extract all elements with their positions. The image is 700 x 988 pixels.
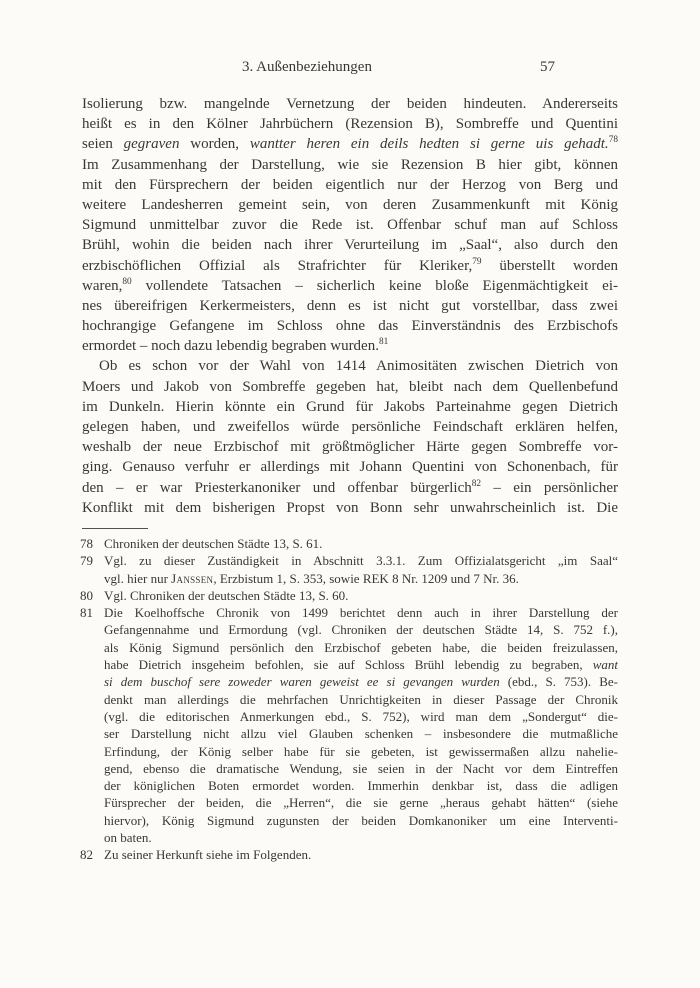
footnote-number: 81 <box>80 605 93 621</box>
text-line <box>104 535 618 552</box>
text-line <box>104 552 618 569</box>
text-segment: erzbischöflichen Offizial als Strafrichter für Kleriker, <box>82 257 473 274</box>
text-segment: weshalb der neue Erzbischof mit größtmöglicher Härte gegen Sombreffe vor- <box>82 439 618 456</box>
text-segment: Moers und Jakob von Sombreffe gegeben hat, bleibt nach dem Quellenbefund <box>82 378 618 395</box>
italic-text: gegraven <box>123 136 180 153</box>
text-segment: on baten. <box>104 830 152 846</box>
text-segment: Fürsprecher der beiden, die „Herren“, die sie gerne „heraus gehabt hätten“ (siehe <box>104 795 618 811</box>
text-line <box>82 397 618 417</box>
text-segment: ser Darstellung nicht allzu viel Glauben schenken – insbesondere die mutmaßliche <box>104 726 618 742</box>
text-segment: im Dunkeln. Hierin könnte ein Grund für Jakobs Parteinahme gegen Dietrich <box>82 398 618 415</box>
text-line <box>82 498 618 518</box>
text-line <box>104 673 618 690</box>
text-segment: – ein persönlicher <box>481 479 618 496</box>
text-segment: denkt man allerdings die mehrfachen Unrichtigkeiten in dieser Passage der Chronik <box>104 691 618 707</box>
text-line <box>82 296 618 316</box>
text-line <box>104 691 618 708</box>
text-segment: überstellt worden <box>481 257 618 274</box>
text-segment: Zu seiner Herkunft siehe im Folgenden. <box>104 847 312 863</box>
italic-text: si dem buschof sere zoweder waren geweist ee si gevangen wurden <box>104 674 500 690</box>
footnote-ref: 80 <box>122 276 132 287</box>
footnote <box>82 846 618 863</box>
italic-text: want <box>592 657 618 673</box>
footnote <box>82 535 618 552</box>
text-line <box>82 437 618 457</box>
text-segment: gelegen haben, und zweifellos würde persönliche Feindschaft erklären helfen, <box>82 419 618 435</box>
text-line <box>82 94 618 114</box>
text-segment: vgl. hier nur <box>104 570 172 586</box>
footnote-ref: 78 <box>608 135 618 146</box>
text-segment: den – er war Priesterkanoniker und offenbar bürgerlich <box>82 479 472 496</box>
text-segment: Chroniken der deutschen Städte 13, S. 61. <box>104 536 323 551</box>
footnote <box>82 587 618 604</box>
footnote-separator <box>82 528 148 529</box>
page-number: 57 <box>540 59 555 75</box>
text-line <box>82 134 618 154</box>
text-segment: als König Sigmund persönlich den Erzbischof gebeten habe, die beiden freizulassen, <box>104 639 618 655</box>
text-segment: Isolierung bzw. mangelnde Vernetzung der beiden hindeuten. Andererseits <box>82 96 618 112</box>
text-line <box>82 377 618 397</box>
text-line <box>82 336 618 356</box>
text-segment: Vgl. zu dieser Zuständigkeit in Abschnitt 3.3.1. Zum Offizialatsgericht „im Saal“ <box>104 553 618 569</box>
text-line <box>104 743 618 760</box>
text-segment: hochrangige Gefangene im Schloss ohne das Einverständnis des Erzbischofs <box>82 318 618 335</box>
text-line <box>82 316 618 336</box>
text-line <box>82 457 618 477</box>
text-segment: seien <box>82 136 124 153</box>
text-segment: mit den Fürsprechern der beiden eigentlich nur der Herzog von Berg und <box>82 176 618 193</box>
footnote-ref: 81 <box>378 337 389 348</box>
text-segment: gend, ebenso die dramatische Wendung, sie seien in der Nacht vor dem Eintreffen <box>104 760 618 776</box>
footnote-number: 80 <box>80 587 93 603</box>
text-segment: Gefangennahme und Ermordung (vgl. Chroniken der deutschen Städte 14, S. 752 f.), <box>104 622 618 638</box>
text-segment: ermordet – noch dazu lebendig begraben wurden. <box>82 338 379 355</box>
footnote-ref: 79 <box>472 256 482 267</box>
text-line <box>104 708 618 725</box>
text-line <box>104 760 618 777</box>
text-segment: ging. Genauso verfuhr er allerdings mit Johann Quentini von Schonenbach, für <box>82 459 618 476</box>
footnote-ref: 82 <box>471 478 482 489</box>
text-line <box>104 656 618 673</box>
text-line <box>104 829 618 846</box>
section-heading: 3. Außenbeziehungen <box>242 59 372 75</box>
footnote-number: 79 <box>80 553 93 569</box>
footnote-number: 82 <box>80 847 93 863</box>
text-line <box>104 621 618 638</box>
footnote-number: 78 <box>80 536 93 551</box>
text-segment: heißt es in den Kölner Jahrbüchern (Rezension B), Sombreffe und Quentini <box>82 116 618 133</box>
text-segment: habe Dietrich insgeheim befohlen, sie auf Schloss Brühl lebendig zu begraben, <box>104 657 593 673</box>
text-line <box>82 155 618 175</box>
text-segment: nes übereifrigen Kerkermeisters, denn es ist nicht gut vorstellbar, dass zwei <box>82 297 618 314</box>
page-header <box>82 57 555 77</box>
text-segment: (ebd., S. 753). Be- <box>499 674 618 690</box>
text-segment: , Erzbistum 1, S. 353, sowie REK 8 Nr. 1209 und 7 Nr. 36. <box>213 570 519 586</box>
text-line <box>104 570 618 587</box>
text-line <box>104 604 618 621</box>
text-line <box>104 639 618 656</box>
text-segment: Erfindung, der König selber habe für sie gebeten, ist gewissermaßen allzu nahelie- <box>104 743 618 759</box>
text-line <box>82 256 618 276</box>
text-segment: waren, <box>82 277 123 294</box>
text-line <box>104 777 618 794</box>
text-line <box>82 276 618 296</box>
text-segment: Im Zusammenhang der Darstellung, wie sie Rezension B hier gibt, können <box>82 156 618 173</box>
italic-text: wantter heren ein deils hedten si gerne uis gehadt. <box>249 136 609 153</box>
text-segment: Brühl, wohin die beiden nach ihrer Verurteilung im „Saal“, also durch den <box>82 237 618 254</box>
text-line <box>82 356 618 376</box>
footnote <box>82 552 618 587</box>
text-segment: Konflikt mit dem bisherigen Propst von Bonn sehr unwahrscheinlich ist. Die <box>82 499 618 516</box>
text-line <box>82 114 618 134</box>
smallcaps-name: Janssen <box>171 570 214 586</box>
text-segment: Die Koelhoffsche Chronik von 1499 berichtet denn auch in ihrer Darstellung der <box>104 605 618 621</box>
text-segment: Ob es schon vor der Wahl von 1414 Animositäten zwischen Dietrich von <box>99 358 618 375</box>
text-line <box>104 794 618 811</box>
text-segment: Sigmund unmittelbar zuvor die Rede ist. Offenbar schuf man auf Schloss <box>82 217 618 234</box>
footnotes-block <box>82 535 618 864</box>
text-segment: Vgl. Chroniken der deutschen Städte 13, S. 60. <box>104 587 349 603</box>
footnote <box>82 604 618 846</box>
text-segment: hiervor), König Sigmund zugunsten der beiden Domkanoniker um eine Interventi- <box>104 812 618 828</box>
text-line <box>104 725 618 742</box>
text-line <box>82 478 618 498</box>
text-segment: worden, <box>179 136 250 153</box>
text-line <box>104 846 618 863</box>
text-line <box>82 215 618 235</box>
text-line <box>104 587 618 604</box>
text-line <box>82 195 618 215</box>
text-line <box>104 812 618 829</box>
text-segment: vollendete Tatsachen – sicherlich keine bloße Eigenmächtigkeit ei- <box>131 277 618 294</box>
text-line <box>82 235 618 255</box>
text-segment: weitere Landesherren gemeint sein, von deren Zusammenkunft mit König <box>82 196 618 213</box>
text-segment: der königlichen Boten ermordet worden. Immerhin denkbar ist, dass die adligen <box>104 778 618 794</box>
main-text <box>82 94 618 518</box>
text-line <box>82 175 618 195</box>
text-segment: (vgl. die editorischen Anmerkungen ebd., S. 752), wird man dem „Sondergut“ die- <box>104 708 618 724</box>
text-line <box>82 417 618 437</box>
